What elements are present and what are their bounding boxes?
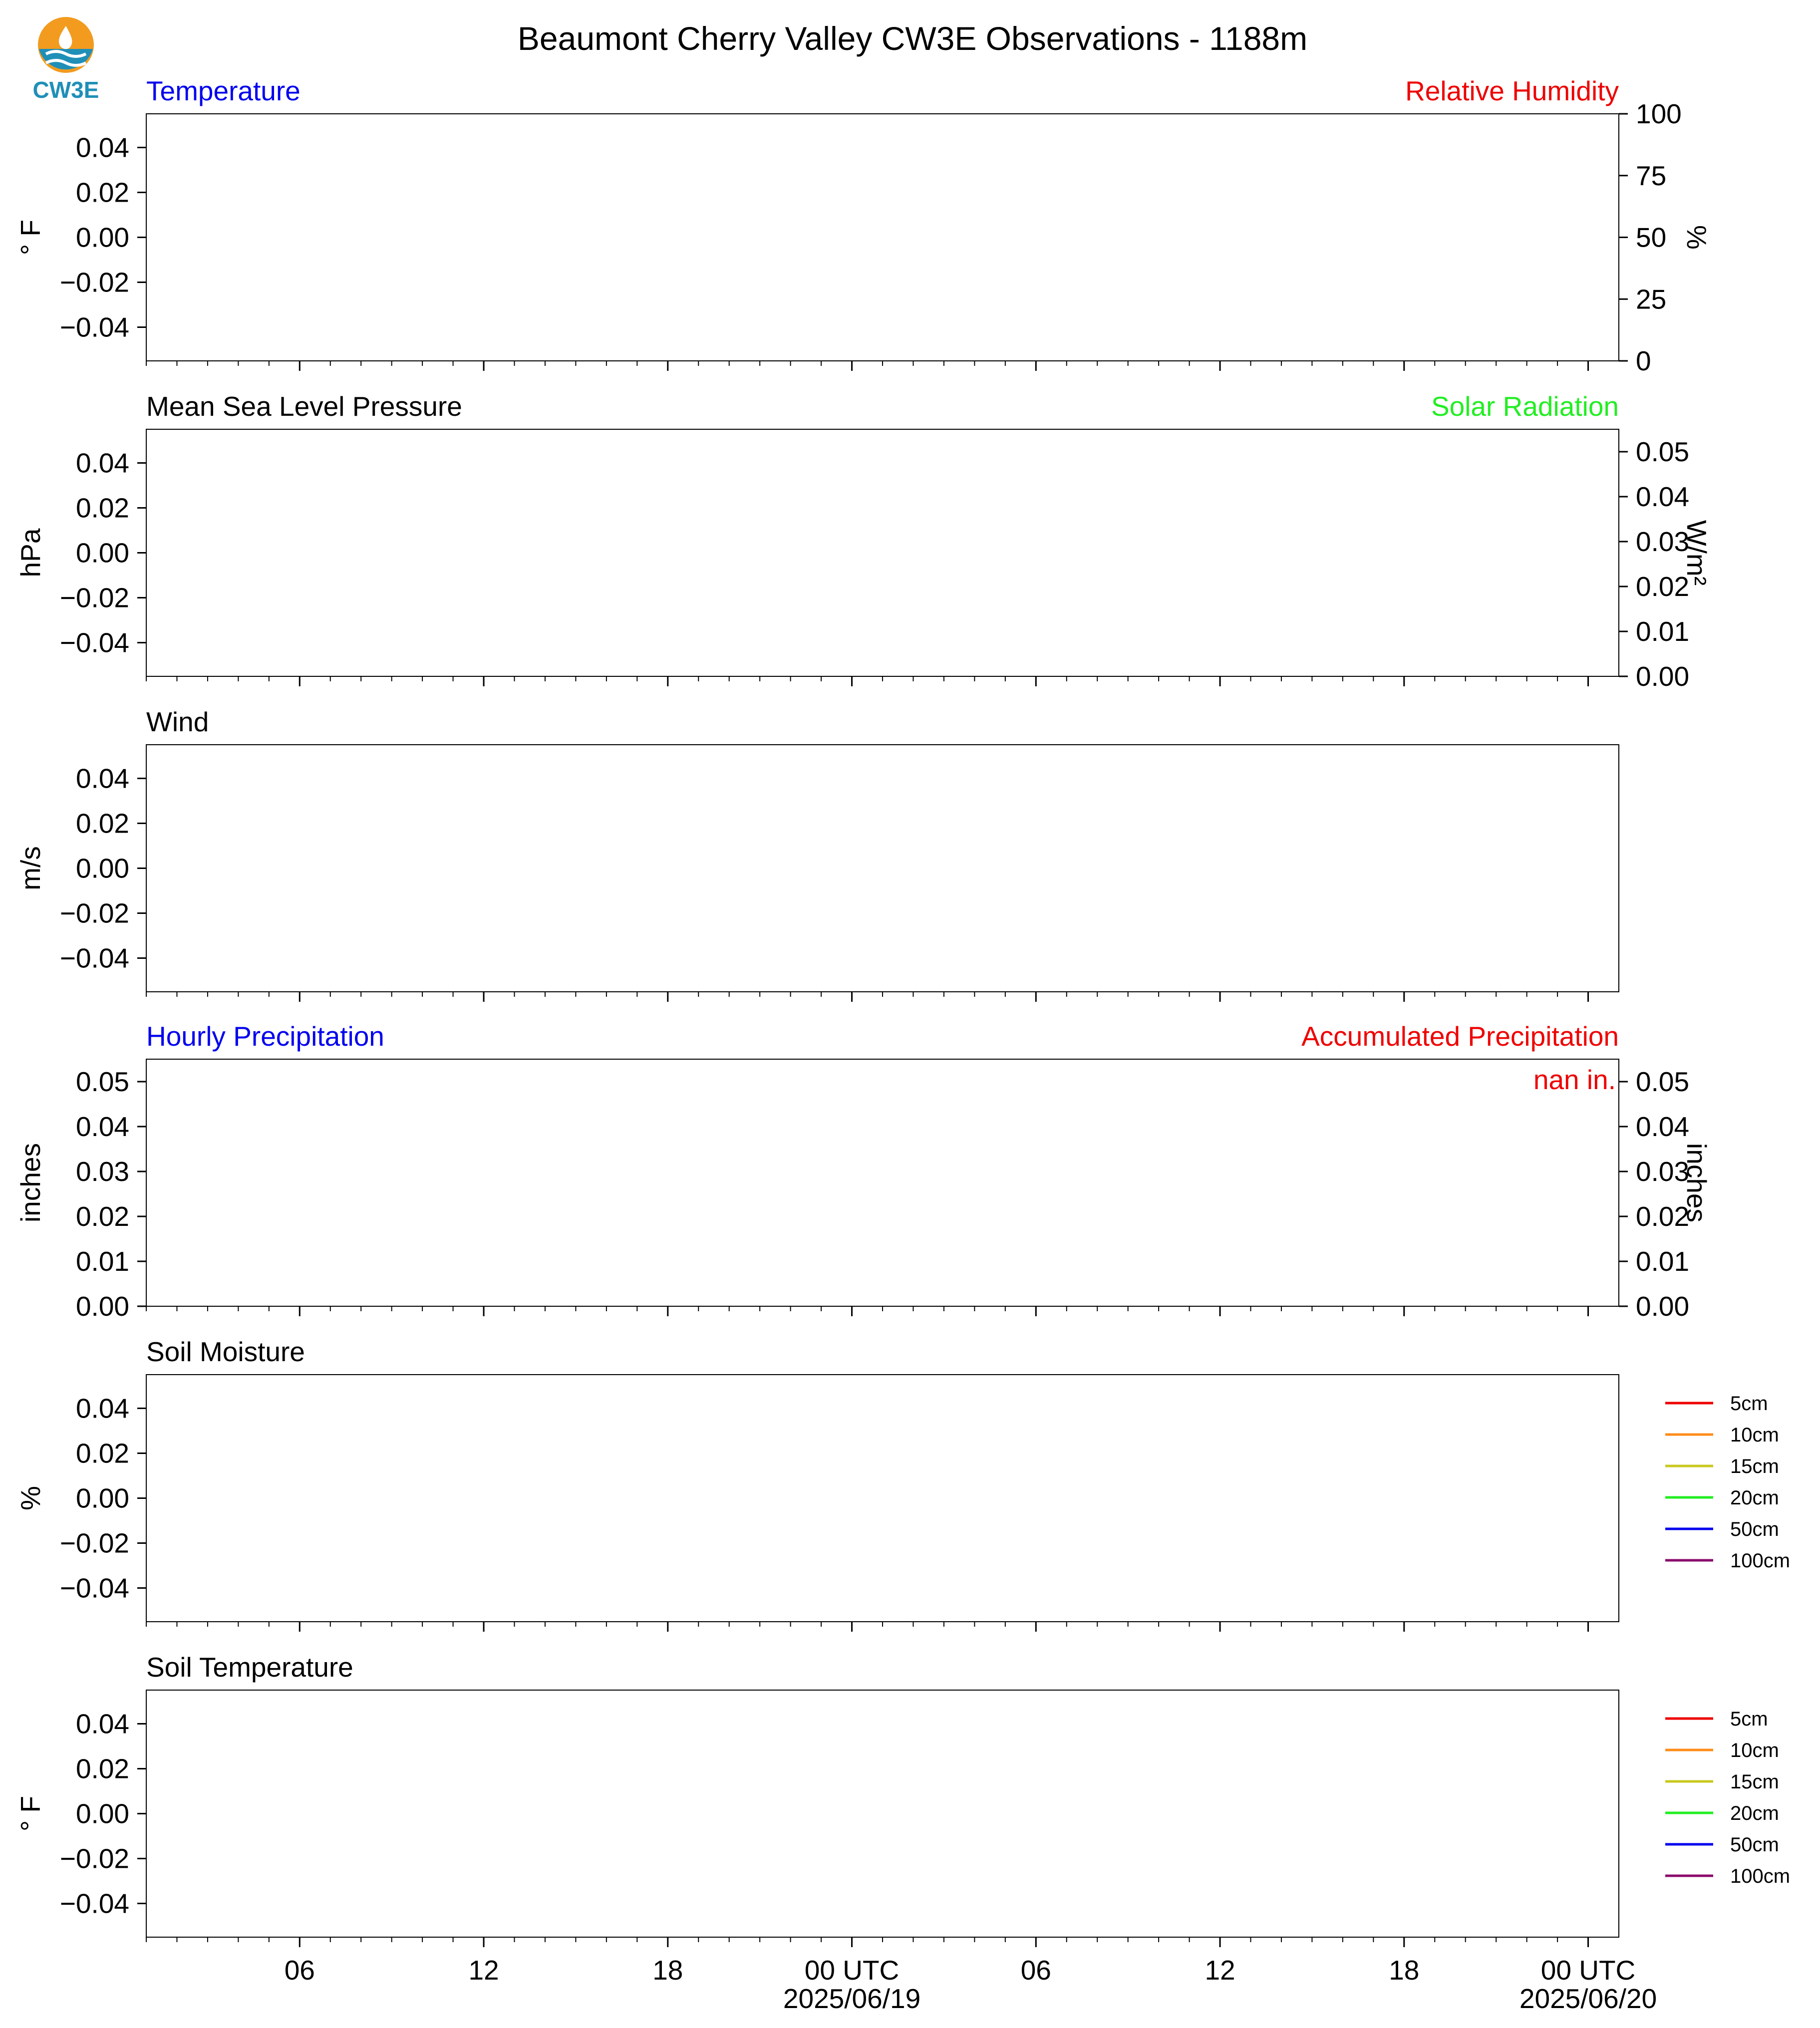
legend-label: 15cm	[1730, 1455, 1779, 1477]
y-tick-label-left: 0.04	[75, 1111, 129, 1142]
y-tick-label-left: 0.02	[75, 808, 129, 839]
panel-title-left: Temperature	[146, 75, 301, 106]
figure-title: Beaumont Cherry Valley CW3E Observations - 1188m	[517, 20, 1308, 57]
x-tick-label: 18	[652, 1955, 683, 1986]
accumulated-total-annotation: nan in.	[1533, 1064, 1616, 1095]
y-axis-label-right: %	[1681, 225, 1712, 250]
legend-label: 10cm	[1730, 1424, 1779, 1446]
legend-label: 5cm	[1730, 1708, 1768, 1730]
y-axis-label-left: hPa	[15, 528, 46, 578]
y-axis-label-right: inches	[1681, 1143, 1712, 1222]
legend-label: 5cm	[1730, 1393, 1768, 1415]
y-tick-label-left: 0.04	[75, 1393, 129, 1424]
y-tick-label-left: 0.00	[75, 1798, 129, 1829]
panel-title-left: Hourly Precipitation	[146, 1021, 384, 1052]
y-tick-label-right: 0.04	[1636, 1111, 1690, 1142]
y-tick-label-right: 0.00	[1636, 661, 1690, 692]
legend-label: 100cm	[1730, 1550, 1791, 1572]
y-tick-label-left: −0.04	[59, 1888, 129, 1919]
legend-label: 10cm	[1730, 1739, 1779, 1761]
y-tick-label-right: 75	[1636, 160, 1667, 191]
y-tick-label-left: 0.05	[75, 1066, 129, 1097]
y-tick-label-left: 0.02	[75, 1201, 129, 1232]
y-tick-label-left: −0.04	[59, 1572, 129, 1604]
y-tick-label-right: 0.03	[1636, 1156, 1690, 1187]
y-tick-label-right: 0.05	[1636, 1066, 1690, 1097]
y-tick-label-left: 0.04	[75, 763, 129, 794]
y-tick-label-right: 0.01	[1636, 616, 1690, 647]
y-tick-label-left: −0.04	[59, 942, 129, 974]
y-tick-label-right: 0.05	[1636, 436, 1690, 467]
panel-title-right: Solar Radiation	[1431, 391, 1619, 422]
panel-title-left: Wind	[146, 706, 209, 737]
y-tick-label-left: −0.02	[59, 582, 129, 613]
y-tick-label-right: 0.03	[1636, 526, 1690, 557]
panel-title-right: Accumulated Precipitation	[1301, 1021, 1619, 1052]
y-axis-label-left: ° F	[15, 220, 46, 255]
y-tick-label-right: 0.02	[1636, 571, 1690, 602]
y-tick-label-right: 50	[1636, 222, 1667, 253]
panel-title-right: Relative Humidity	[1405, 75, 1619, 106]
x-tick-label: 06	[284, 1955, 315, 1986]
x-tick-label: 00 UTC	[804, 1955, 900, 1986]
y-tick-label-right: 0.01	[1636, 1246, 1690, 1277]
y-tick-label-left: 0.03	[75, 1156, 129, 1187]
legend-label: 50cm	[1730, 1834, 1779, 1856]
y-tick-label-right: 0.04	[1636, 481, 1690, 512]
y-tick-label-left: −0.02	[59, 1843, 129, 1874]
panel-title-left: Soil Temperature	[146, 1652, 353, 1683]
y-axis-label-left: %	[15, 1486, 46, 1510]
panel-title-left: Soil Moisture	[146, 1336, 305, 1367]
y-tick-label-right: 0.02	[1636, 1201, 1690, 1232]
y-tick-label-left: 0.04	[75, 132, 129, 163]
x-date-label: 2025/06/20	[1519, 1983, 1657, 2014]
y-axis-label-left: ° F	[15, 1796, 46, 1831]
x-tick-label: 18	[1389, 1955, 1420, 1986]
y-tick-label-left: −0.02	[59, 897, 129, 929]
y-tick-label-left: 0.00	[75, 537, 129, 569]
y-tick-label-left: 0.04	[75, 447, 129, 479]
y-tick-label-right: 0.00	[1636, 1291, 1690, 1322]
y-tick-label-left: −0.04	[59, 311, 129, 343]
y-tick-label-left: 0.00	[75, 1482, 129, 1514]
legend-label: 20cm	[1730, 1802, 1779, 1824]
legend-label: 15cm	[1730, 1771, 1779, 1793]
x-tick-label: 12	[1205, 1955, 1235, 1986]
y-tick-label-right: 0	[1636, 345, 1651, 376]
panel-title-left: Mean Sea Level Pressure	[146, 391, 462, 422]
y-tick-label-left: 0.04	[75, 1708, 129, 1739]
legend-label: 50cm	[1730, 1518, 1779, 1540]
y-tick-label-right: 100	[1636, 98, 1682, 129]
y-tick-label-left: 0.02	[75, 177, 129, 208]
y-tick-label-left: 0.01	[75, 1246, 129, 1277]
y-axis-label-left: inches	[15, 1143, 46, 1222]
y-tick-label-left: −0.04	[59, 627, 129, 658]
legend-label: 100cm	[1730, 1865, 1791, 1887]
y-axis-label-left: m/s	[15, 846, 46, 890]
x-tick-label: 00 UTC	[1540, 1955, 1636, 1986]
y-tick-label-left: −0.02	[59, 267, 129, 298]
x-date-label: 2025/06/19	[783, 1983, 921, 2014]
y-tick-label-left: −0.02	[59, 1527, 129, 1559]
cw3e-logo	[33, 17, 99, 103]
y-tick-label-left: 0.00	[75, 1291, 129, 1322]
x-tick-label: 12	[468, 1955, 499, 1986]
x-tick-label: 06	[1020, 1955, 1051, 1986]
y-tick-label-left: 0.02	[75, 1753, 129, 1784]
y-tick-label-left: 0.00	[75, 222, 129, 253]
y-tick-label-left: 0.02	[75, 492, 129, 524]
logo-text: CW3E	[32, 77, 99, 103]
y-tick-label-left: 0.00	[75, 853, 129, 884]
y-axis-label-right: W/m²	[1681, 520, 1712, 586]
y-tick-label-right: 25	[1636, 284, 1667, 315]
y-tick-label-left: 0.02	[75, 1438, 129, 1469]
legend-label: 20cm	[1730, 1487, 1779, 1509]
